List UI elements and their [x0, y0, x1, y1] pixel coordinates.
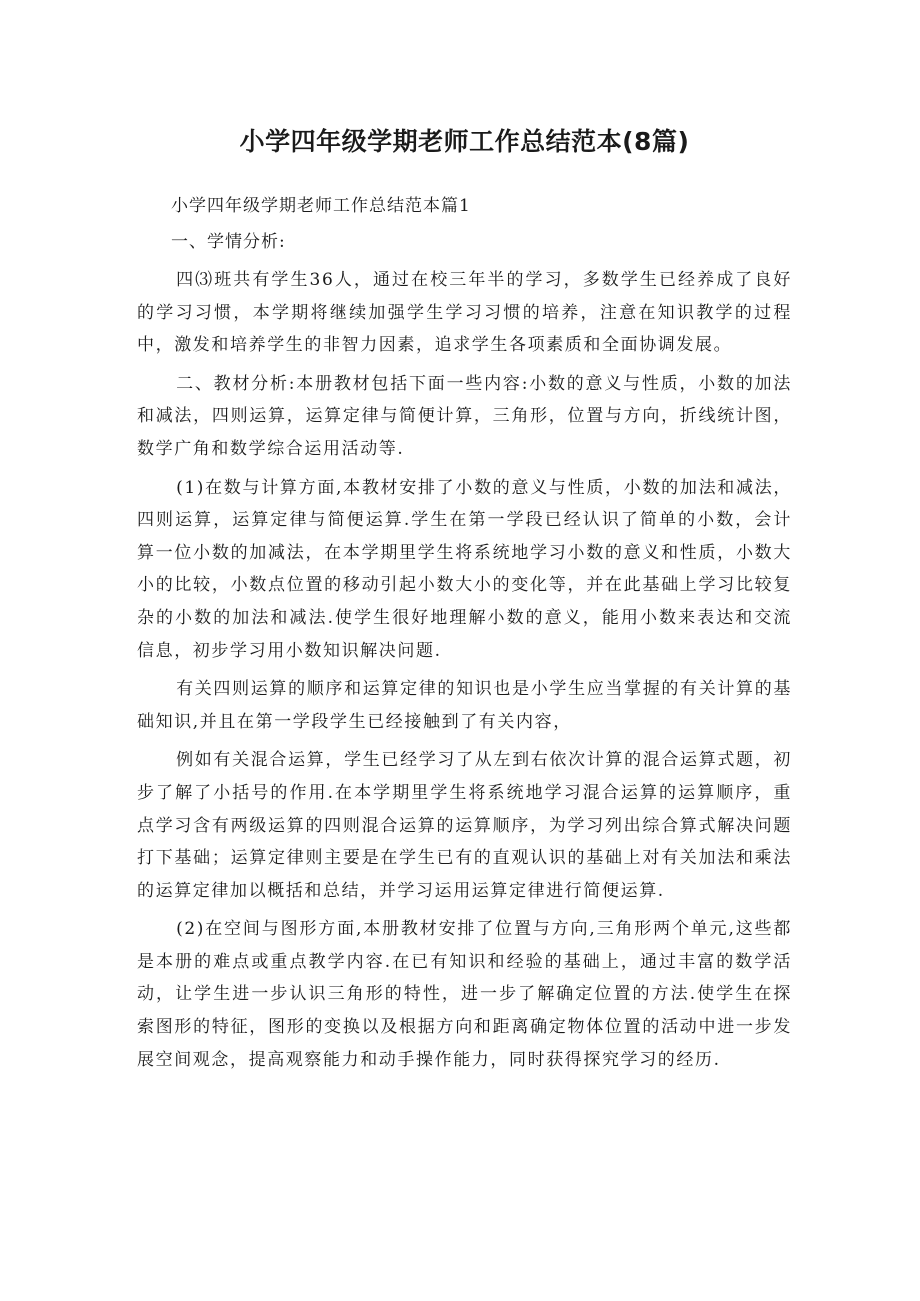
paragraph-4: 有关四则运算的顺序和运算定律的知识也是小学生应当掌握的有关计算的基础知识,并且在第一学段学生已经接触到了有关内容，: [137, 679, 792, 732]
paragraph-3: (1)在数与计算方面,本教材安排了小数的意义与性质，小数的加法和减法，四则运算，运算定律与简便运算.学生在第一学段已经认识了简单的小数，会计算一位小数的加减法，在本学期里学生将系统地学习小数的意义和性质，小数大小的比较，小数点位置的移动引起小数大小的变化等，并在此基础上学习比较复杂的小数的加法和减法.使学生很好地理解小数的意义，能用小数来表达和交流信息，初步学习用小数知识解决问题.: [137, 477, 792, 661]
paragraph-2: 二、教材分析:本册教材包括下面一些内容:小数的意义与性质，小数的加法和减法，四则运算，运算定律与简便计算，三角形，位置与方向，折线统计图，数学广角和数学综合运用活动等.: [137, 373, 792, 459]
paragraph-5: 例如有关混合运算，学生已经学习了从左到右依次计算的混合运算式题，初步了解了小括号的作用.在本学期里学生将系统地学习混合运算的运算顺序，重点学习含有两级运算的四则混合运算的运算顺序，为学习列出综合算式解决问题打下基础；运算定律则主要是在学生已有的直观认识的基础上对有关加法和乘法的运算定律加以概括和总结，并学习运用运算定律进行简便运算.: [137, 750, 792, 901]
paragraph-1: 四⑶班共有学生36人，通过在校三年半的学习，多数学生已经养成了良好的学习习惯，本学期将继续加强学生学习习惯的培养，注意在知识教学的过程中，激发和培养学生的非智力因素，追求学生各项素质和全面协调发展。: [137, 270, 792, 356]
document-title: 小学四年级学期老师工作总结范本(8篇): [239, 127, 690, 156]
section-heading: 小学四年级学期老师工作总结范本篇1: [171, 196, 471, 216]
section-subheading: 一、学情分析:: [171, 232, 286, 252]
paragraph-6: (2)在空间与图形方面,本册教材安排了位置与方向,三角形两个单元,这些都是本册的难点或重点教学内容.在已有知识和经验的基础上，通过丰富的数学活动，让学生进一步认识三角形的特性，进一步了解确定位置的方法.使学生在探索图形的特征，图形的变换以及根据方向和距离确定物体位置的活动中进一步发展空间观念，提高观察能力和动手操作能力，同时获得探究学习的经历.: [137, 919, 792, 1070]
